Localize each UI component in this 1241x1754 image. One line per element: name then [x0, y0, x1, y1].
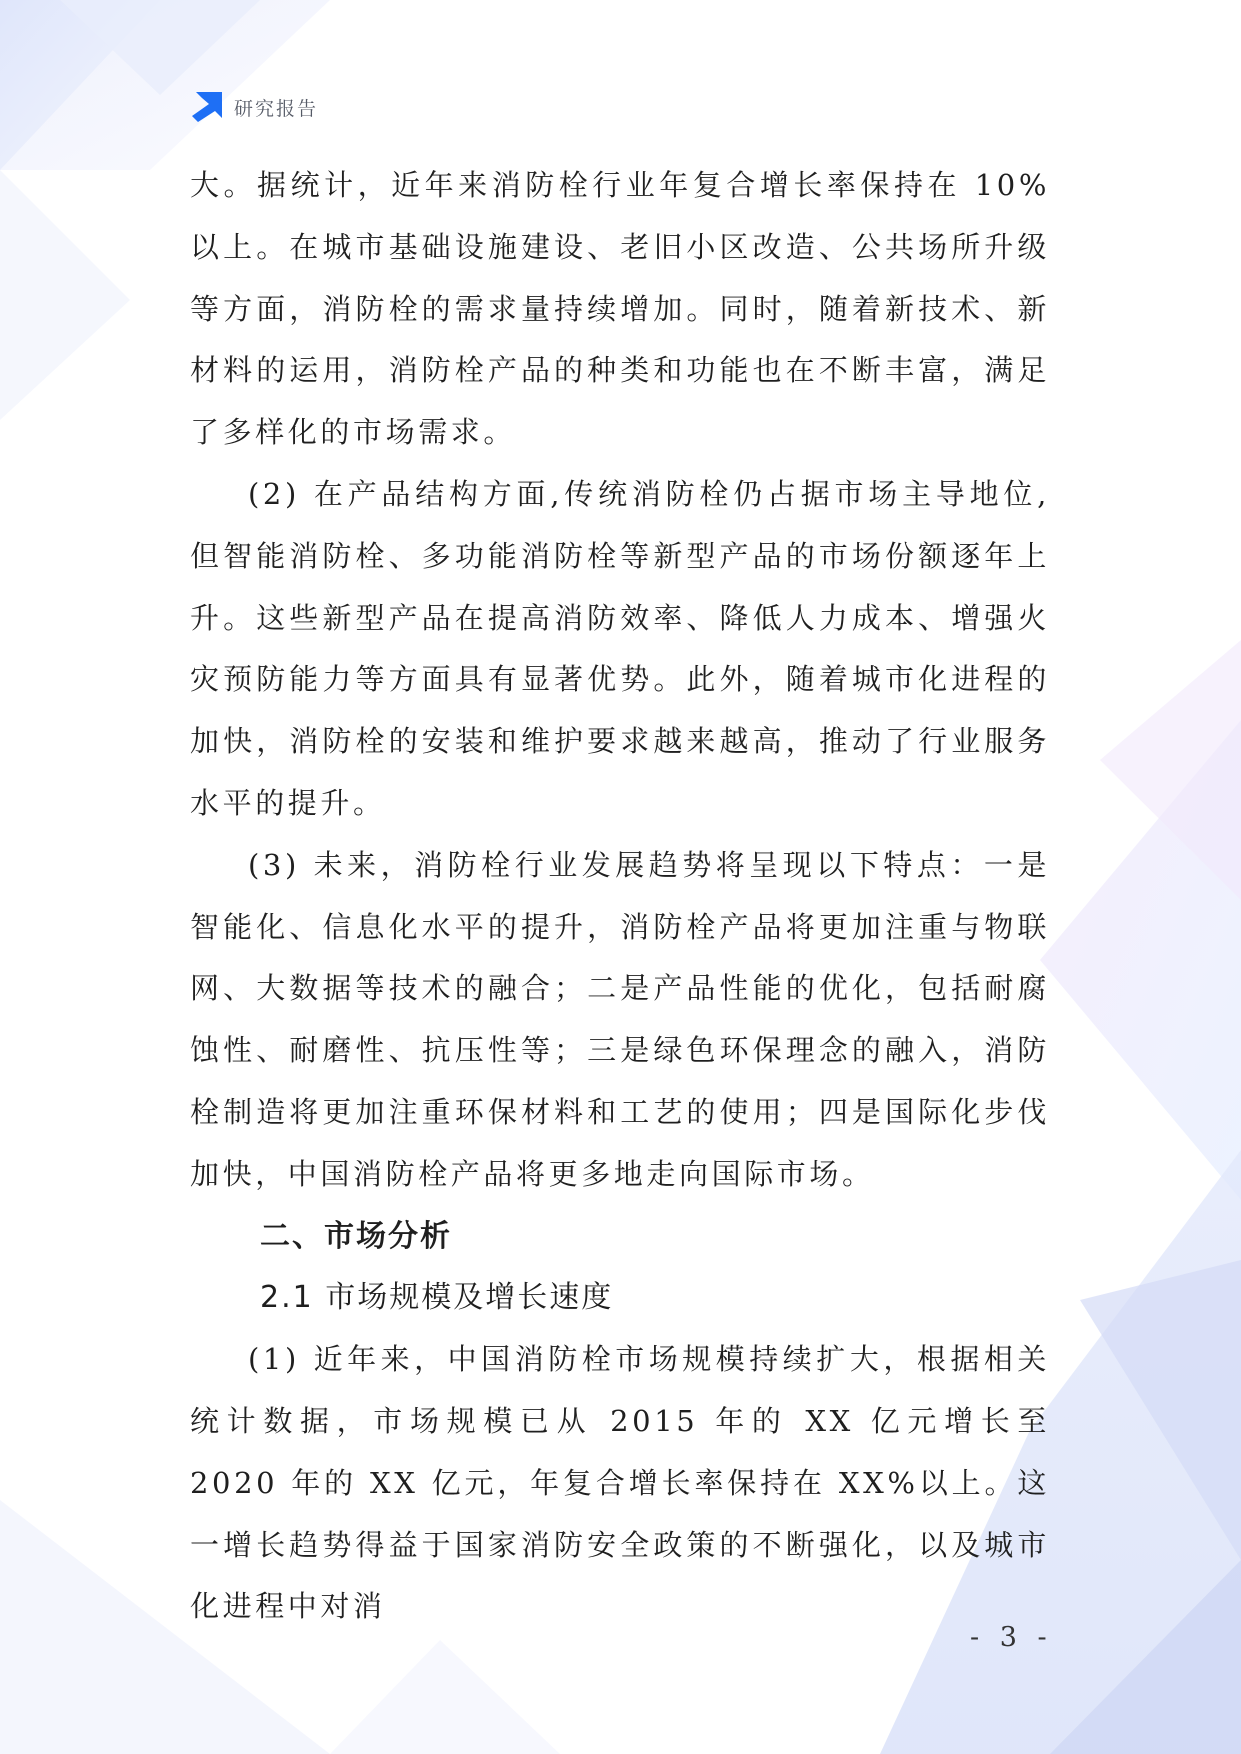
document-body: [190, 155, 1050, 1638]
header-title: 研究报告: [234, 97, 319, 120]
report-header: [190, 90, 318, 124]
section-heading: 二、市场分析: [260, 1218, 452, 1254]
paragraph-future-trends: (3) 未来，消防栓行业发展趋势将呈现以下特点：一是智能化、信息化水平的提升，消防栓产品将更加注重与物联网、大数据等技术的融合；二是产品性能的优化，包括耐腐蚀性、耐磨性、抗压性等；三是绿色环保理念的融入，消防栓制造将更加注重环保材料和工艺的使用；四是国际化步伐加快，中国消防栓产品将更多地走向国际市场。: [190, 847, 1050, 1191]
subsection-heading: 2.1 市场规模及增长速度: [260, 1280, 614, 1316]
paragraph-market-size: (1) 近年来，中国消防栓市场规模持续扩大，根据相关统计数据，市场规模已从 2015 年的 XX 亿元增长至 2020 年的 XX 亿元，年复合增长率保持在 XX%以上。这一增长趋势得益于国家消防安全政策的不断强化，以及城市化进程中对消: [190, 1342, 1050, 1624]
paragraph-continuation: 大。据统计，近年来消防栓行业年复合增长率保持在 10%以上。在城市基础设施建设、老旧小区改造、公共场所升级等方面，消防栓的需求量持续增加。同时，随着新技术、新材料的运用，消防栓产品的种类和功能也在不断丰富，满足了多样化的市场需求。: [190, 168, 1050, 450]
page-number: - 3 -: [970, 1622, 1053, 1653]
paragraph-product-structure: (2) 在产品结构方面,传统消防栓仍占据市场主导地位,但智能消防栓、多功能消防栓等新型产品的市场份额逐年上升。这些新型产品在提高消防效率、降低人力成本、增强火灾预防能力等方面具有显著优势。此外，随着城市化进程的加快，消防栓的安装和维护要求越来越高，推动了行业服务水平的提升。: [190, 476, 1050, 820]
arrow-up-right-icon: [190, 90, 224, 124]
